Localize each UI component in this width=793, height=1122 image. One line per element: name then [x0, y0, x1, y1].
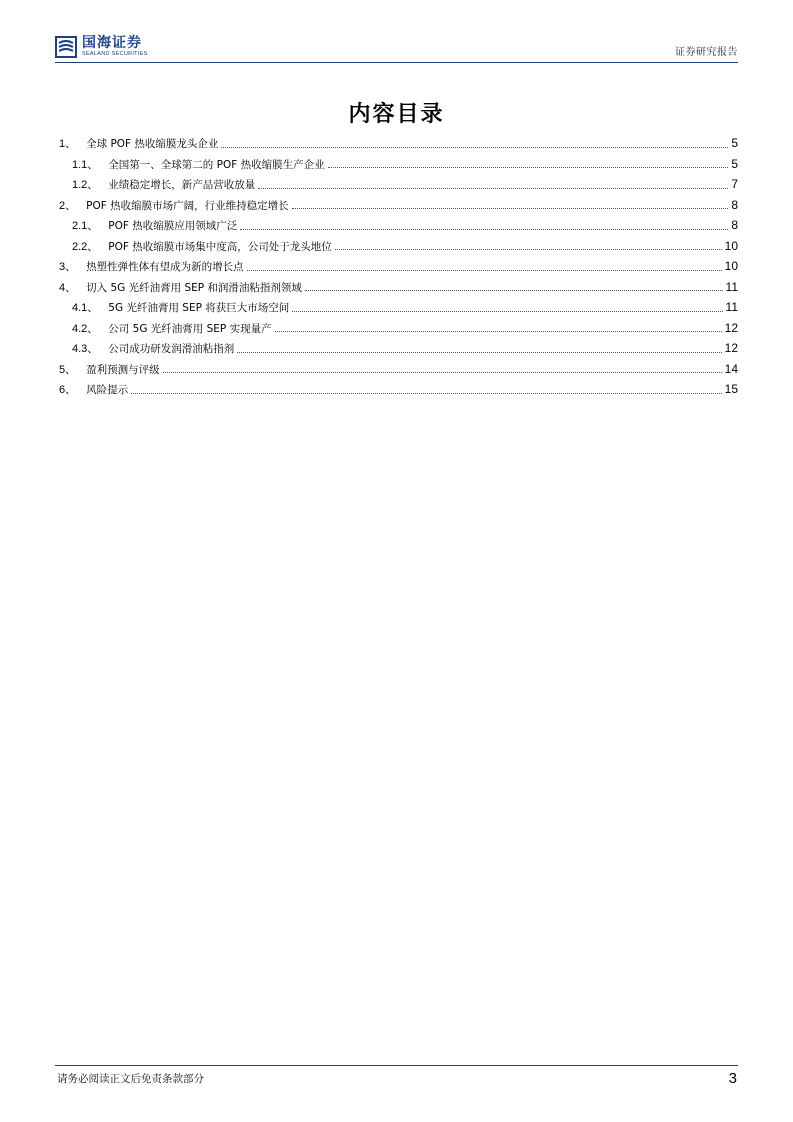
- toc-entry-title[interactable]: POF 热收缩膜市场集中度高，公司处于龙头地位: [108, 240, 332, 253]
- toc-entry[interactable]: [59, 154, 738, 175]
- toc-entry-page[interactable]: 15: [724, 382, 738, 396]
- toc-dot-leader: [221, 146, 728, 148]
- toc-entry-title[interactable]: POF 热收缩膜市场广阔，行业维持稳定增长: [86, 199, 289, 212]
- disclaimer-note: 请务必阅读正文后免责条款部分: [57, 1073, 204, 1085]
- toc-entry[interactable]: [59, 338, 738, 359]
- toc-dot-leader: [247, 269, 722, 271]
- toc-entry-page[interactable]: 5: [731, 156, 738, 171]
- toc-entry-number: 2.2、: [72, 240, 99, 253]
- toc-dot-leader: [258, 187, 728, 189]
- toc-entry-title[interactable]: 全球 POF 热收缩膜龙头企业: [86, 138, 219, 150]
- toc-entry-page[interactable]: 8: [731, 218, 738, 232]
- toc-entry-number: 5、: [59, 363, 77, 376]
- brand-name-cn: 国海证券: [82, 35, 142, 51]
- page-number: 3: [728, 1070, 737, 1087]
- toc-entry-title[interactable]: 盈利预测与评级: [86, 363, 160, 376]
- toc-entry-page[interactable]: 7: [731, 177, 738, 191]
- toc-dot-leader: [240, 228, 728, 230]
- toc-entry[interactable]: [59, 174, 738, 195]
- toc-dot-leader: [292, 310, 722, 312]
- toc-entry-page[interactable]: 12: [724, 320, 738, 335]
- toc-entry-title[interactable]: 热塑性弹性体有望成为新的增长点: [86, 261, 244, 273]
- brand-logo: [55, 36, 148, 60]
- toc-entry-title[interactable]: 5G 光纤油膏用 SEP 将获巨大市场空间: [108, 302, 290, 314]
- toc-entry-number: 4.1、: [72, 302, 99, 314]
- toc-entry-number: 1.2、: [72, 179, 99, 191]
- toc-entry-title[interactable]: 业绩稳定增长，新产品营收放量: [108, 179, 256, 191]
- toc-entry-title[interactable]: 风险提示: [86, 384, 129, 396]
- toc-entry-title[interactable]: 全国第一、全球第二的 POF 热收缩膜生产企业: [108, 158, 325, 171]
- toc-entry[interactable]: [59, 236, 738, 257]
- toc-entry[interactable]: [59, 379, 738, 400]
- toc-entry[interactable]: [59, 133, 738, 154]
- toc-dot-leader: [305, 289, 723, 291]
- toc-entry-page[interactable]: 10: [724, 238, 738, 253]
- report-type-label: 证券研究报告: [675, 47, 738, 58]
- toc-entry[interactable]: [59, 359, 738, 380]
- toc-entry[interactable]: [59, 277, 738, 298]
- toc-entry[interactable]: [59, 297, 738, 318]
- page-header: [55, 34, 738, 63]
- toc-entry-number: 4.2、: [72, 322, 99, 335]
- toc-entry-number: 4、: [59, 281, 77, 294]
- toc-entry-page[interactable]: 11: [725, 300, 738, 314]
- brand-name-en: SEALAND SECURITIES: [82, 51, 148, 57]
- toc-dot-leader: [131, 392, 722, 394]
- toc-entry-title[interactable]: 公司 5G 光纤油膏用 SEP 实现量产: [108, 322, 272, 335]
- toc-entry-page[interactable]: 12: [724, 341, 738, 355]
- toc-entry-number: 2、: [59, 199, 77, 212]
- toc-dot-leader: [328, 166, 729, 168]
- toc-entry-page[interactable]: 5: [731, 136, 738, 150]
- toc-entry-number: 1.1、: [72, 158, 99, 171]
- toc-entry[interactable]: [59, 215, 738, 236]
- toc-entry[interactable]: [59, 318, 738, 339]
- toc-entry-page[interactable]: 10: [724, 259, 738, 273]
- toc-dot-leader: [275, 330, 722, 332]
- toc-dot-leader: [292, 207, 729, 209]
- toc-entry[interactable]: [59, 256, 738, 277]
- table-of-contents: [59, 133, 738, 400]
- sealand-logo-icon: [55, 36, 77, 58]
- toc-entry-page[interactable]: 11: [725, 279, 738, 294]
- toc-entry-title[interactable]: 公司成功研发润滑油粘指剂: [108, 343, 235, 355]
- page-title: 内容目录: [348, 101, 445, 127]
- toc-entry-number: 2.1、: [72, 220, 99, 232]
- toc-entry-number: 4.3、: [72, 343, 99, 355]
- toc-entry-page[interactable]: 8: [731, 197, 738, 212]
- toc-dot-leader: [163, 371, 722, 373]
- toc-entry-number: 1、: [59, 138, 77, 150]
- toc-entry[interactable]: [59, 195, 738, 216]
- toc-entry-number: 3、: [59, 261, 77, 273]
- toc-entry-page[interactable]: 14: [724, 361, 738, 376]
- toc-entry-title[interactable]: 切入 5G 光纤油膏用 SEP 和润滑油粘指剂领域: [86, 281, 302, 294]
- toc-entry-title[interactable]: POF 热收缩膜应用领域广泛: [108, 220, 238, 232]
- toc-dot-leader: [237, 351, 721, 353]
- toc-dot-leader: [335, 248, 722, 250]
- toc-entry-number: 6、: [59, 384, 77, 396]
- footer-rule: [55, 1065, 738, 1066]
